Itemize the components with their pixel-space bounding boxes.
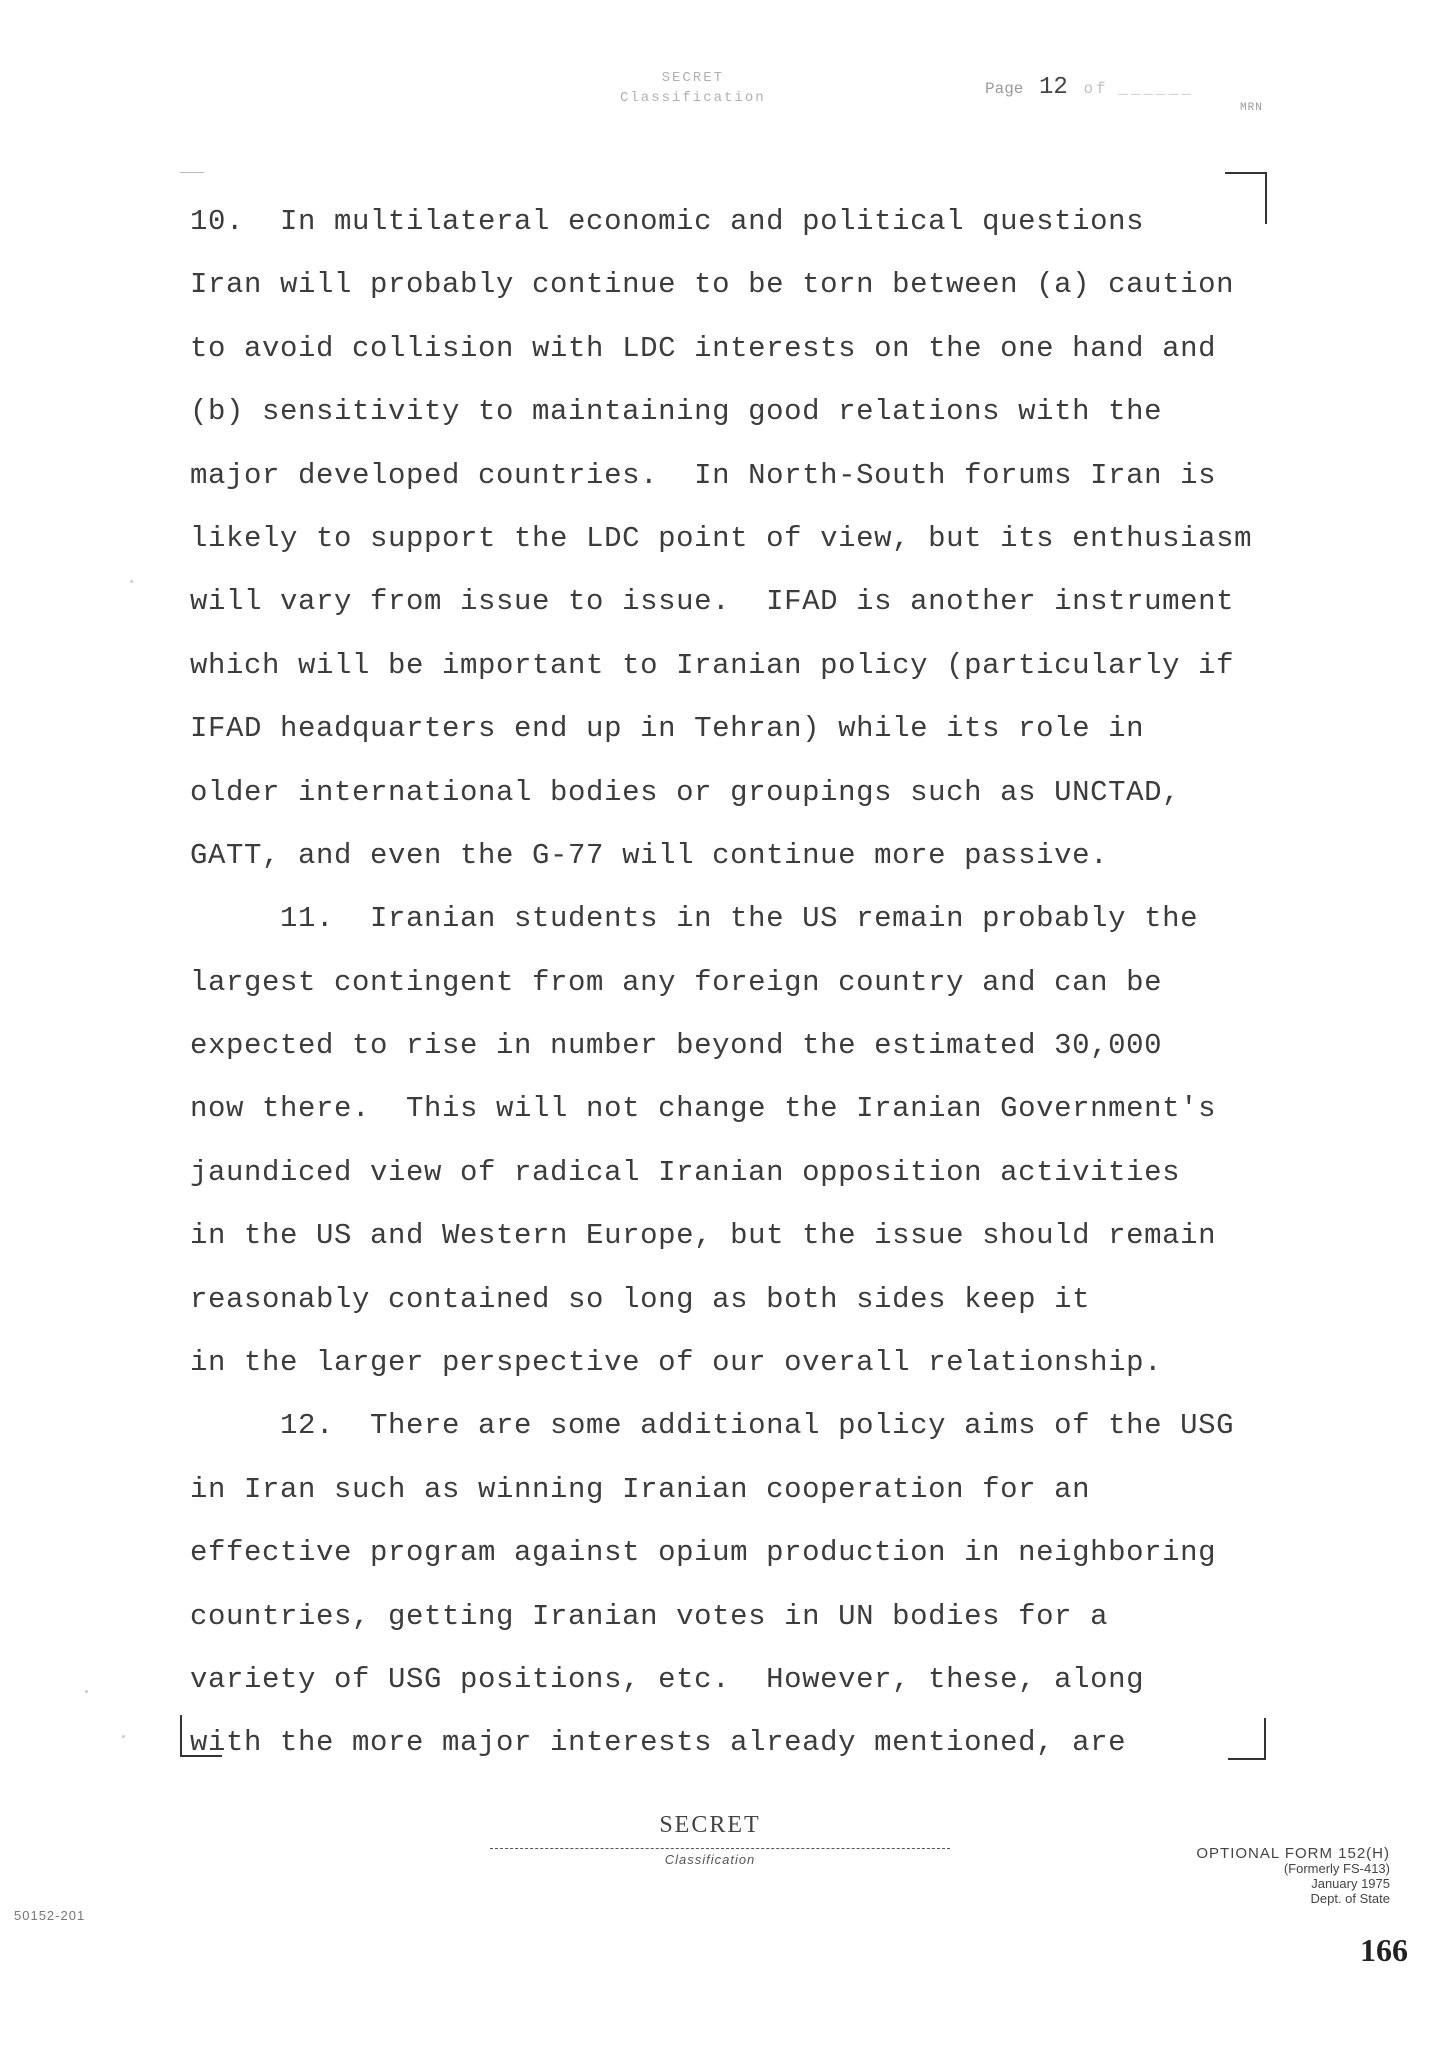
body-line: older international bodies or groupings such as UNCTAD,: [190, 775, 1181, 809]
corner-mark-top-left: [180, 172, 204, 173]
body-line: which will be important to Iranian policy (particularly if: [190, 648, 1235, 682]
header-page-indicator: [985, 74, 1194, 101]
body-line: 12. There are some additional policy aims of the USG: [190, 1409, 1235, 1443]
body-line: (b) sensitivity to maintaining good relations with the: [190, 395, 1163, 429]
optional-form-formerly: (Formerly FS-413): [1283, 1861, 1390, 1876]
header-classification-label: Classification: [620, 90, 766, 106]
scan-speck: [122, 1735, 125, 1738]
body-line: in the US and Western Europe, but the issue should remain: [190, 1219, 1217, 1253]
body-line: in the larger perspective of our overall relationship.: [190, 1346, 1163, 1380]
body-line: largest contingent from any foreign country and can be: [190, 965, 1163, 999]
body-line: variety of USG positions, etc. However, these, along: [190, 1662, 1145, 1696]
optional-form-agency: Dept. of State: [1310, 1891, 1390, 1906]
header-page-total-blank: ______: [1118, 80, 1194, 98]
body-line: 11. Iranian students in the US remain probably the: [190, 902, 1199, 936]
body-line: GATT, and even the G-77 will continue more passive.: [190, 838, 1109, 872]
scan-speck: [130, 580, 133, 583]
footer-classification: SECRET: [659, 1812, 761, 1838]
body-line: IFAD headquarters end up in Tehran) while its role in: [190, 712, 1145, 746]
scan-speck: [85, 1690, 88, 1693]
form-code: 50152-201: [14, 1908, 86, 1923]
optional-form-date: January 1975: [1311, 1876, 1390, 1891]
optional-form-block: [1140, 1846, 1390, 1906]
body-line: effective program against opium production in neighboring: [190, 1536, 1217, 1570]
document-body: [190, 190, 1300, 1775]
body-line: jaundiced view of radical Iranian opposition activities: [190, 1155, 1181, 1189]
header-classification-top: SECRET: [661, 70, 725, 86]
body-line: will vary from issue to issue. IFAD is another instrument: [190, 585, 1235, 619]
body-line: reasonably contained so long as both sides keep it: [190, 1282, 1091, 1316]
body-line: with the more major interests already mentioned, are: [190, 1726, 1127, 1760]
page-number: 166: [1360, 1932, 1408, 1968]
header-page-label: Page: [985, 80, 1024, 98]
body-line: now there. This will not change the Iranian Government's: [190, 1092, 1217, 1126]
body-line: likely to support the LDC point of view, but its enthusiasm: [190, 521, 1253, 555]
header-page-of: of: [1083, 80, 1109, 98]
footer-divider: [490, 1848, 950, 1849]
body-line: to avoid collision with LDC interests on the one hand and: [190, 331, 1217, 365]
header-mrn: MRN: [1240, 102, 1263, 114]
optional-form-title: OPTIONAL FORM 152(H): [1196, 1845, 1390, 1862]
footer-classification-label: Classification: [664, 1852, 756, 1867]
body-line: expected to rise in number beyond the estimated 30,000: [190, 1029, 1163, 1063]
body-line: 10. In multilateral economic and political questions: [190, 205, 1145, 238]
body-line: countries, getting Iranian votes in UN bodies for a: [190, 1599, 1109, 1633]
body-line: in Iran such as winning Iranian cooperation for an: [190, 1472, 1091, 1506]
header-page-number: 12: [1039, 74, 1068, 101]
body-line: major developed countries. In North-South forums Iran is: [190, 458, 1217, 492]
header-classification: [620, 68, 766, 108]
body-line: Iran will probably continue to be torn between (a) caution: [190, 268, 1235, 302]
